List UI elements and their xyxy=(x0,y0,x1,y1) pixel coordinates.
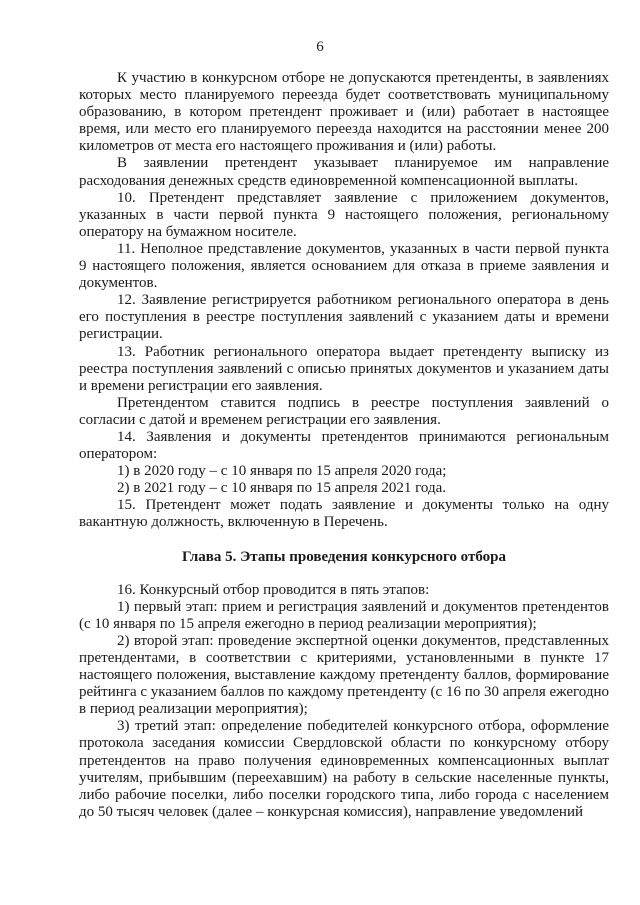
paragraph-stage-3: 3) третий этап: определение победителей конкурсного отбора, оформление протокола заседания комиссии Свердловской области по конкурсному отбору претендентов на право получения единовременных компенсационных выплат учителям, прибывшим (переехавшим) на работу в сельские населенные пункты, либо рабочие поселки, либо поселки городского типа, либо города с населением до 50 тысяч человек (далее – конкурсная комиссия), направление уведомлений xyxy=(79,718,609,820)
paragraph-stage-1: 1) первый этап: прием и регистрация заявлений и документов претендентов (с 10 января по 15 апреля ежегодно в период реализации мероприятия); xyxy=(79,598,609,632)
paragraph-spending-direction: В заявлении претендент указывает планируемое им направление расходования денежных средств единовременной компенсационной выплаты. xyxy=(79,155,609,189)
chapter-title: Глава 5. Этапы проведения конкурсного отбора xyxy=(182,548,506,565)
paragraph-stage-2: 2) второй этап: проведение экспертной оценки документов, представленных претендентами, в соответствии с критериями, установленными в пункте 17 настоящего положения, выставление каждому претенденту баллов, формирование рейтинга с указанием баллов по каждому претенденту (с 16 по 30 апреля ежегодно в период реализации мероприятия); xyxy=(79,632,609,718)
paragraph-item-12: 12. Заявление регистрируется работником регионального оператора в день его поступления в реестре поступления заявлений с указанием даты и времени регистрации. xyxy=(79,292,609,343)
page-number: 6 xyxy=(316,39,324,55)
paragraph-signature: Претендентом ставится подпись в реестре поступления заявлений о согласии с датой и временем регистрации его заявления. xyxy=(79,394,609,428)
paragraph-item-14-2: 2) в 2021 году – с 10 января по 15 апреля 2021 года. xyxy=(117,480,447,497)
paragraph-item-15: 15. Претендент может подать заявление и документы только на одну вакантную должность, включенную в Перечень. xyxy=(79,497,609,531)
paragraph-item-14-1: 1) в 2020 году – с 10 января по 15 апреля 2020 года; xyxy=(117,463,447,480)
paragraph-item-13: 13. Работник регионального оператора выдает претенденту выписку из реестра поступления заявлений с описью принятых документов и указанием даты и времени регистрации его заявления. xyxy=(79,343,609,394)
paragraph-item-10: 10. Претендент представляет заявление с приложением документов, указанных в части первой пункта 9 настоящего положения, региональному оператору на бумажном носителе. xyxy=(79,189,609,240)
paragraph-item-11: 11. Неполное представление документов, указанных в части первой пункта 9 настоящего положения, является основанием для отказа в приеме заявления и документов. xyxy=(79,240,609,292)
paragraph-item-16: 16. Конкурсный отбор проводится в пять этапов: xyxy=(117,581,430,598)
paragraph-item-14: 14. Заявления и документы претендентов принимаются региональным оператором: xyxy=(79,428,609,463)
document-body xyxy=(79,70,609,821)
paragraph-exclusion-rule: К участию в конкурсном отборе не допускаются претенденты, в заявлениях которых место планируемого переезда будет соответствовать муниципальному образованию, в котором претендент проживает и (или) работает в настоящее время, или место его планируемого переезда находится на расстоянии менее 200 километров от места его настоящего проживания и (или) работы. xyxy=(79,70,609,155)
